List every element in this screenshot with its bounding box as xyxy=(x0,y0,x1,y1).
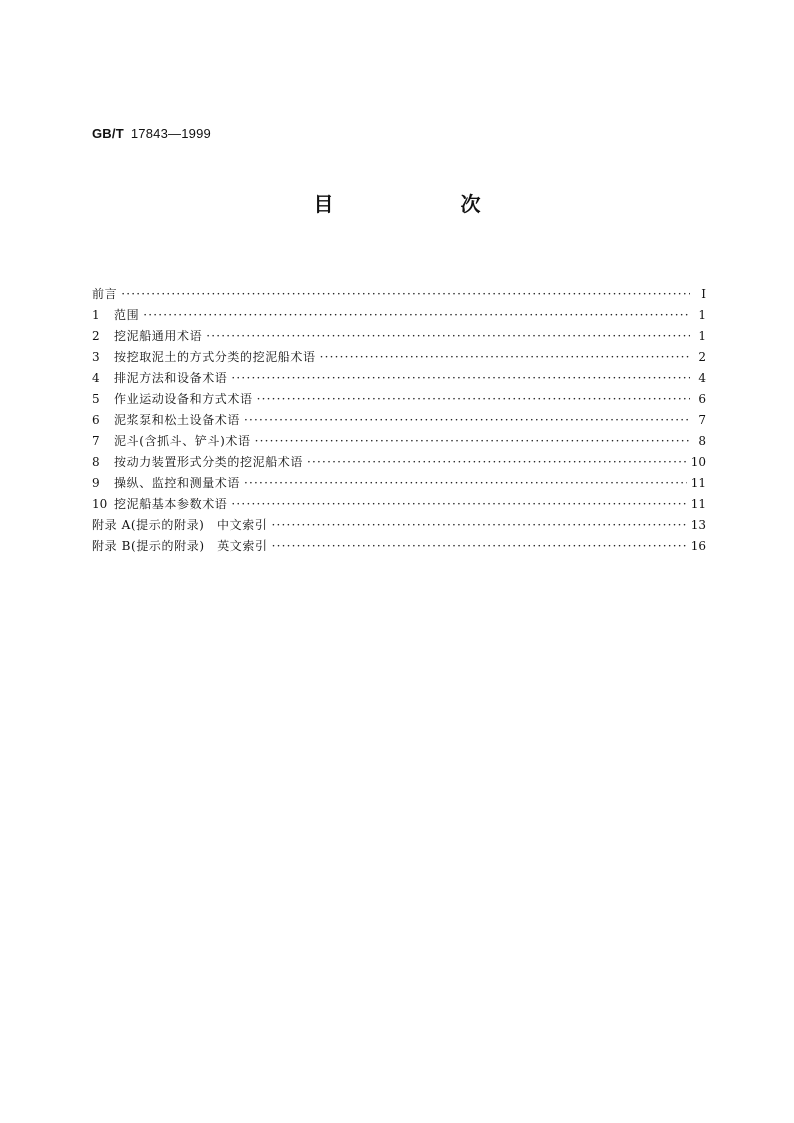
toc-dot-leader xyxy=(206,326,690,347)
toc-entry-page: 11 xyxy=(690,497,706,511)
toc-entry[interactable] xyxy=(92,494,706,515)
toc-entry[interactable] xyxy=(92,473,706,494)
toc-entry-label: 附录 A(提示的附录) 中文索引 xyxy=(92,518,268,532)
toc-entry[interactable] xyxy=(92,536,706,557)
toc-title: 目 次 xyxy=(313,192,541,216)
table-of-contents xyxy=(92,284,706,557)
toc-entry-page: 2 xyxy=(698,350,706,364)
toc-entry[interactable] xyxy=(92,305,706,326)
toc-dot-leader xyxy=(255,431,690,452)
toc-entry-label: 按挖取泥土的方式分类的挖泥船术语 xyxy=(114,350,316,364)
toc-dot-leader xyxy=(244,410,690,431)
toc-entry[interactable] xyxy=(92,368,706,389)
toc-entry-number: 8 xyxy=(92,455,100,469)
toc-entry-page: 10 xyxy=(690,455,706,469)
toc-entry[interactable] xyxy=(92,410,706,431)
toc-entry-label: 前言 xyxy=(92,287,118,301)
toc-entry[interactable] xyxy=(92,515,706,536)
standard-code xyxy=(92,126,211,141)
toc-entry-page: 13 xyxy=(690,518,706,532)
toc-entry-label: 排泥方法和设备术语 xyxy=(114,371,228,385)
toc-dot-leader xyxy=(257,389,690,410)
toc-entry[interactable] xyxy=(92,347,706,368)
toc-entry-page: 1 xyxy=(698,329,706,343)
toc-entry-page: 11 xyxy=(690,476,706,490)
toc-entry-number: 2 xyxy=(92,329,100,343)
toc-entry-label: 作业运动设备和方式术语 xyxy=(114,392,253,406)
toc-entry-number: 1 xyxy=(92,308,100,322)
toc-entry-label: 挖泥船基本参数术语 xyxy=(114,497,228,511)
toc-dot-leader xyxy=(271,515,686,536)
toc-entry[interactable] xyxy=(92,326,706,347)
toc-entry-label: 泥浆泵和松土设备术语 xyxy=(114,413,241,427)
standard-prefix: GB/T xyxy=(92,126,124,141)
toc-entry-number: 5 xyxy=(92,392,100,406)
toc-dot-leader xyxy=(272,536,687,557)
toc-entry-number: 10 xyxy=(92,497,108,511)
toc-entry[interactable] xyxy=(92,284,706,305)
toc-entry-page: 7 xyxy=(698,413,706,427)
toc-entry-label: 范围 xyxy=(114,308,140,322)
toc-entry-page: 4 xyxy=(698,371,706,385)
toc-entry-page: I xyxy=(701,287,706,301)
toc-dot-leader xyxy=(121,284,690,305)
toc-entry-number: 7 xyxy=(92,434,100,448)
toc-entry-page: 16 xyxy=(690,539,706,553)
toc-entry[interactable] xyxy=(92,431,706,452)
toc-entry-number: 4 xyxy=(92,371,100,385)
toc-entry-number: 6 xyxy=(92,413,100,427)
toc-dot-leader xyxy=(143,305,690,326)
toc-entry-page: 6 xyxy=(698,392,706,406)
toc-entry-label: 挖泥船通用术语 xyxy=(114,329,203,343)
toc-entry-page: 8 xyxy=(698,434,706,448)
standard-number: 17843—1999 xyxy=(130,126,211,141)
toc-entry[interactable] xyxy=(92,389,706,410)
toc-entry[interactable] xyxy=(92,452,706,473)
toc-entry-label: 操纵、监控和测量术语 xyxy=(114,476,241,490)
toc-dot-leader xyxy=(307,452,687,473)
toc-dot-leader xyxy=(231,368,690,389)
toc-entry-page: 1 xyxy=(698,308,706,322)
toc-entry-label: 泥斗(含抓斗、铲斗)术语 xyxy=(114,434,251,448)
toc-entry-label: 附录 B(提示的附录) 英文索引 xyxy=(92,539,268,553)
toc-entry-number: 3 xyxy=(92,350,100,364)
toc-dot-leader xyxy=(244,473,687,494)
toc-dot-leader xyxy=(320,347,690,368)
toc-entry-number: 9 xyxy=(92,476,100,490)
toc-dot-leader xyxy=(231,494,686,515)
toc-entry-label: 按动力装置形式分类的挖泥船术语 xyxy=(114,455,304,469)
